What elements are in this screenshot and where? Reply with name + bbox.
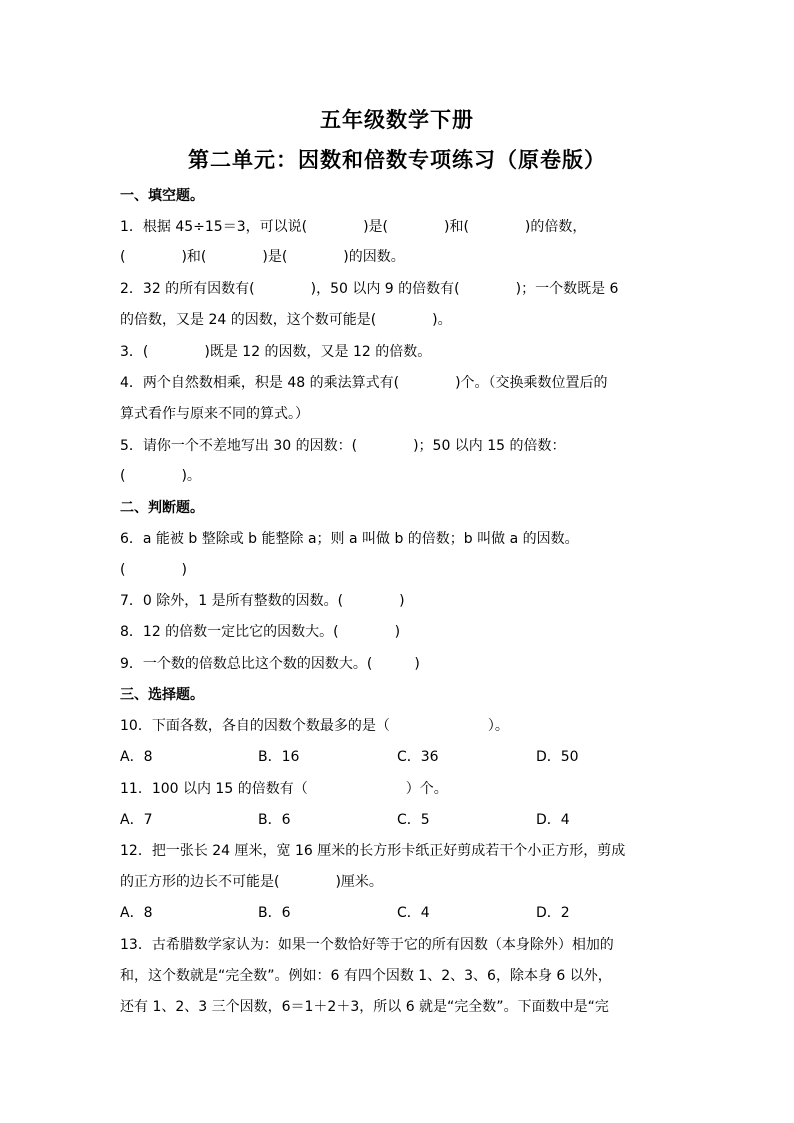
question-1-line-2: ( )和( )是( )的因数。 — [120, 249, 405, 265]
question-2-line-1: 2．32 的所有因数有( )，50 以内 9 的倍数有( )；一个数既是 6 — [120, 281, 619, 297]
question-11-options — [0, 811, 794, 829]
question-5-line-1: 5．请你一个不差地写出 30 的因数：( )；50 以内 15 的倍数： — [120, 438, 566, 454]
page-title: 五年级数学下册 — [320, 108, 474, 132]
option-c: C．5 — [397, 812, 430, 828]
section-heading-choice: 三、选择题。 — [120, 687, 204, 703]
question-1-line-1: 1．根据 45÷15＝3，可以说( )是( )和( )的倍数， — [120, 219, 587, 235]
option-a: A．7 — [120, 812, 153, 828]
question-4-line-1: 4．两个自然数相乘，积是 48 的乘法算式有( )个。（交换乘数位置后的 — [120, 375, 608, 391]
question-4-line-2: 算式看作与原来不同的算式。） — [120, 406, 309, 422]
page-subtitle: 第二单元：因数和倍数专项练习（原卷版） — [188, 148, 606, 172]
question-13-line-1: 13．古希腊数学家认为：如果一个数恰好等于它的所有因数（本身除外）相加的 — [120, 937, 614, 953]
option-b: B．6 — [258, 812, 291, 828]
question-2-line-2: 的倍数，又是 24 的因数，这个数可能是( )。 — [120, 312, 452, 328]
question-7: 7．0 除外，1 是所有整数的因数。( ) — [120, 593, 405, 609]
question-12-line-1: 12．把一张长 24 厘米，宽 16 厘米的长方形卡纸正好剪成若干个小正方形，剪成 — [120, 843, 626, 859]
option-d: D．50 — [536, 749, 579, 765]
question-11: 11．100 以内 15 的倍数有（ ）个。 — [120, 781, 448, 797]
question-13-line-3: 还有 1、2、3 三个因数，6＝1＋2＋3，所以 6 就是“完全数”。下面数中是“完 — [120, 999, 609, 1015]
question-6-line-1: 6．a 能被 b 整除或 b 能整除 a；则 a 叫做 b 的倍数；b 叫做 a 的因数。 — [120, 531, 579, 547]
question-10-options — [0, 748, 794, 766]
option-c: C．36 — [397, 749, 439, 765]
option-c: C．4 — [397, 905, 430, 921]
section-heading-fill: 一、填空题。 — [120, 188, 204, 204]
question-5-line-2: ( )。 — [120, 468, 201, 484]
question-9: 9．一个数的倍数总比这个数的因数大。( ) — [120, 656, 420, 672]
question-6-line-2: ( ) — [120, 562, 187, 578]
question-12-options — [0, 904, 794, 922]
option-b: B．16 — [258, 749, 300, 765]
question-12-line-2: 的正方形的边长不可能是( )厘米。 — [120, 874, 383, 890]
option-d: D．4 — [536, 812, 570, 828]
question-10: 10．下面各数，各自的因数个数最多的是（ ）。 — [120, 718, 509, 734]
question-3: 3．( )既是 12 的因数，又是 12 的倍数。 — [120, 344, 432, 360]
option-a: A．8 — [120, 905, 153, 921]
option-d: D．2 — [536, 905, 570, 921]
section-heading-judge: 二、判断题。 — [120, 500, 204, 516]
option-b: B．6 — [258, 905, 291, 921]
question-13-line-2: 和，这个数就是“完全数”。例如：6 有四个因数 1、2、3、6，除本身 6 以外， — [120, 968, 612, 984]
option-a: A．8 — [120, 749, 153, 765]
question-8: 8．12 的倍数一定比它的因数大。( ) — [120, 624, 401, 640]
